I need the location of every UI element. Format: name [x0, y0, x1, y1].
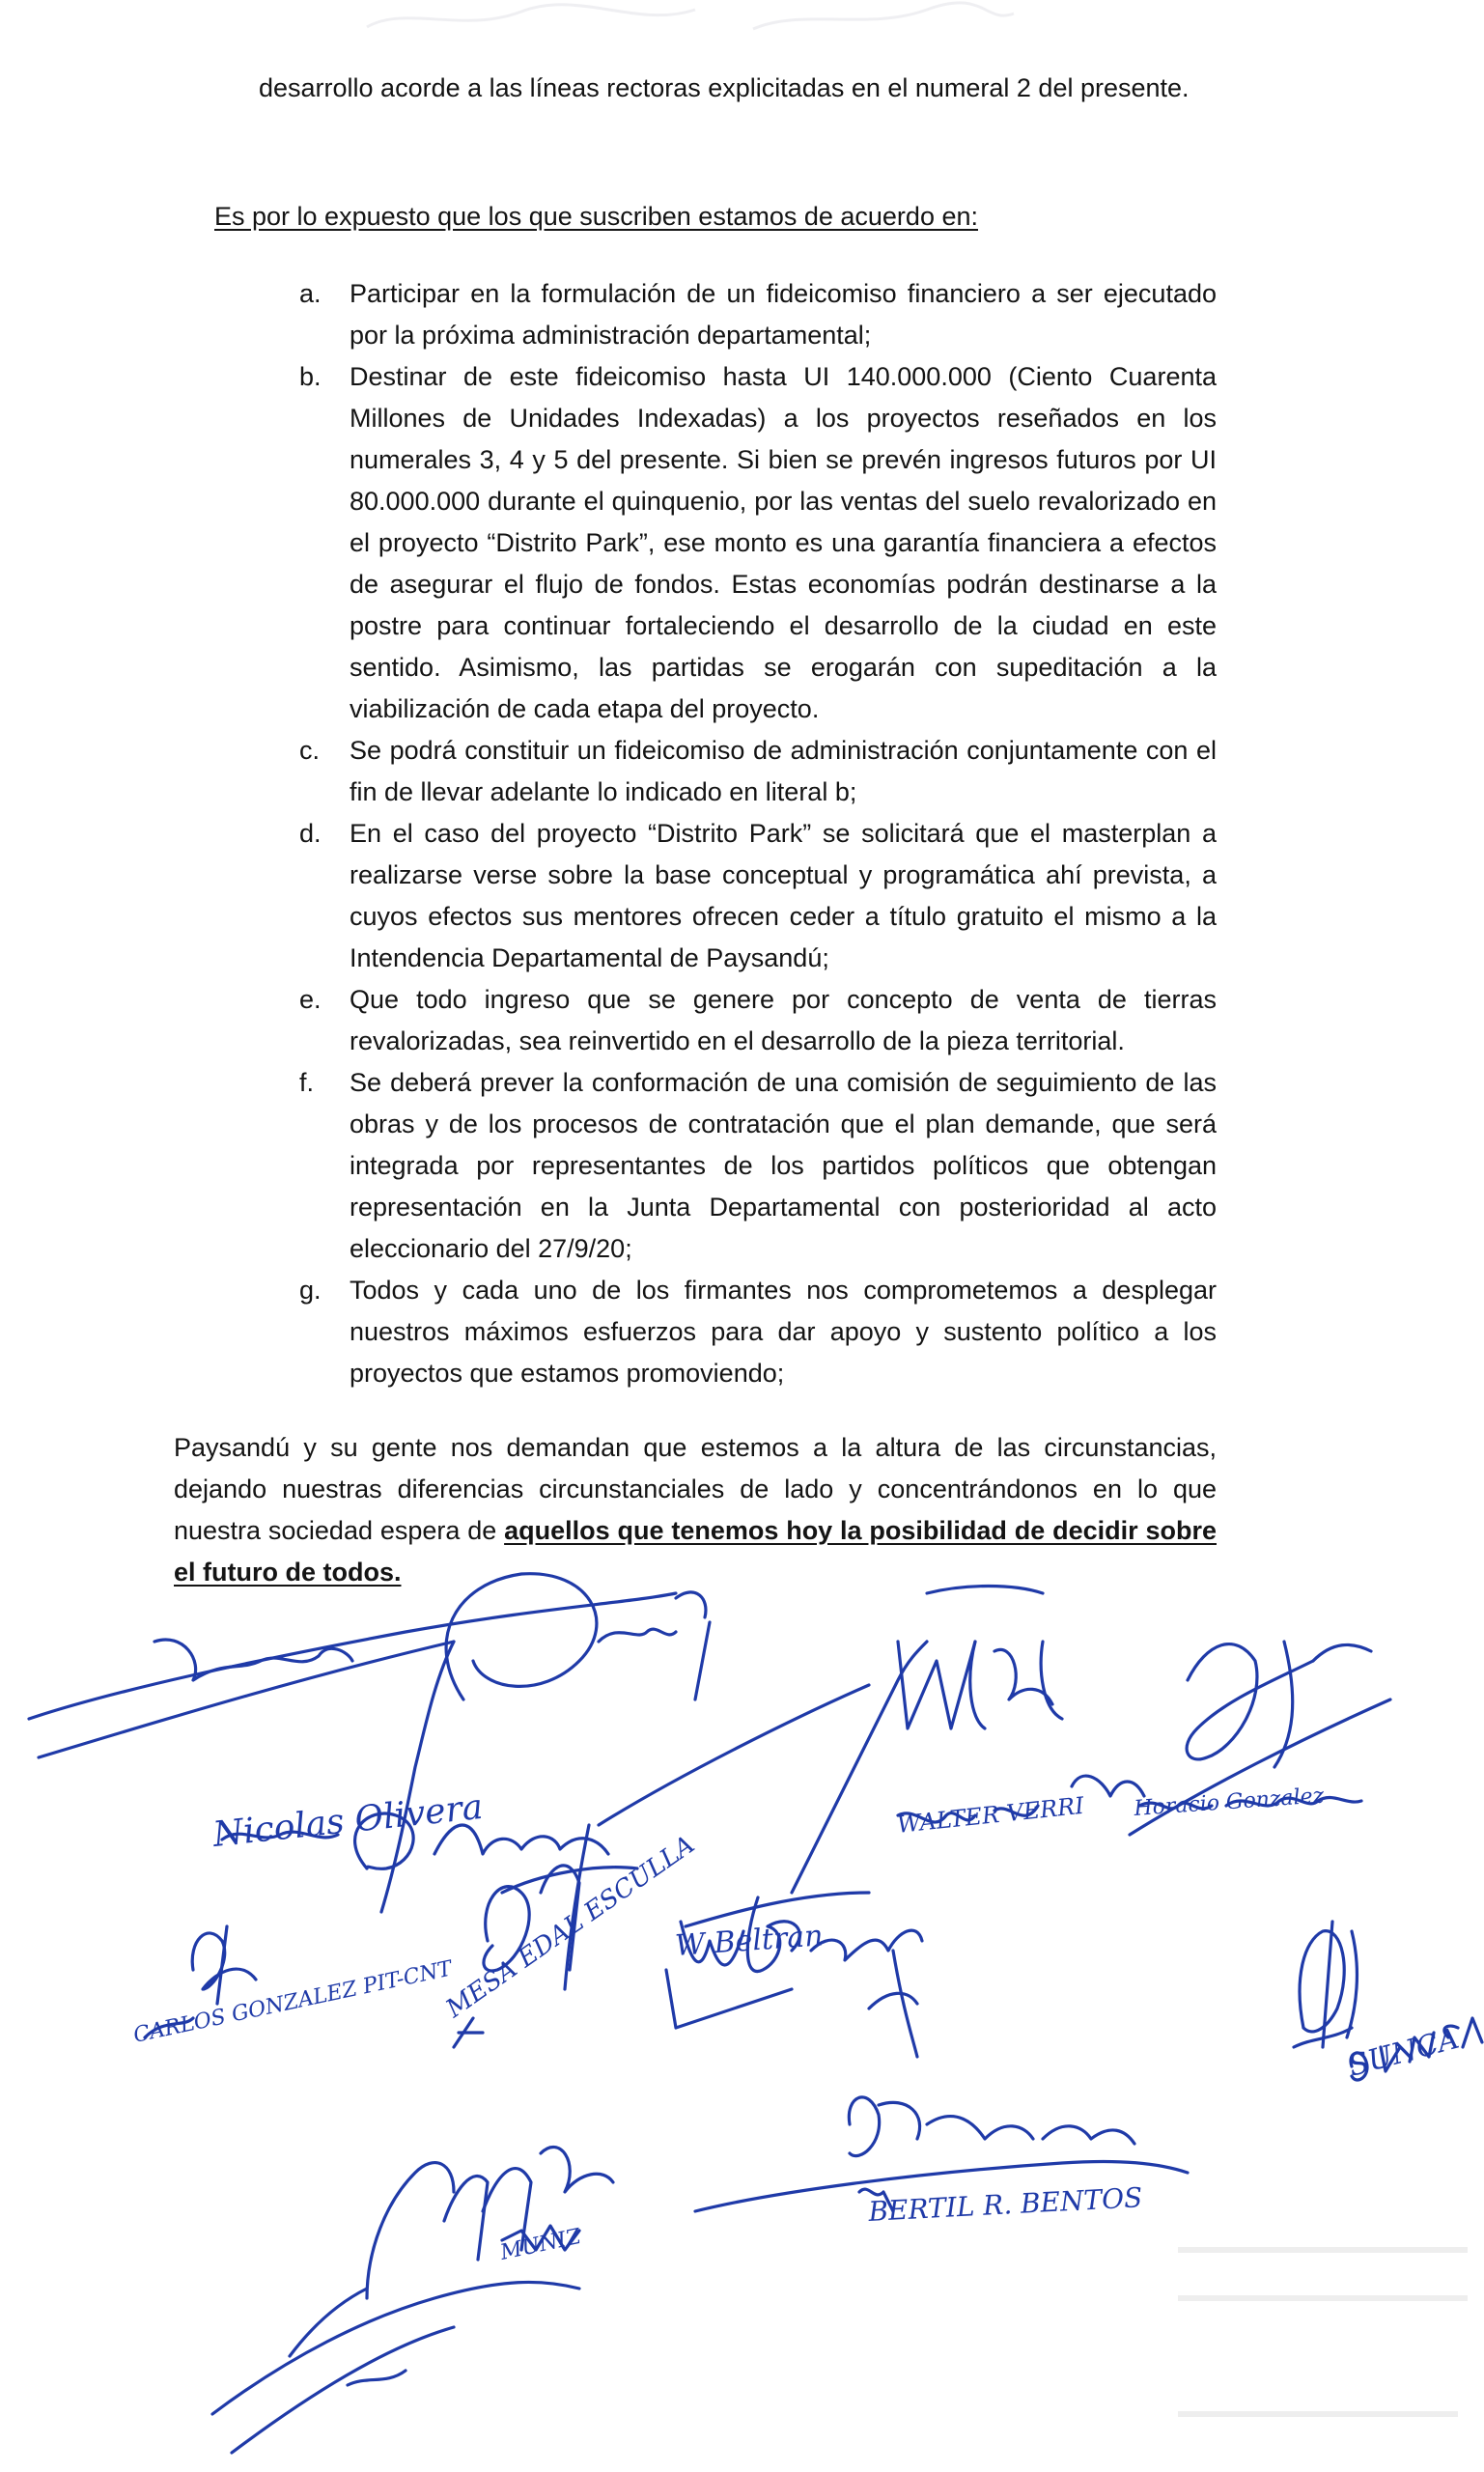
bleed-through-bottom — [1168, 2221, 1484, 2472]
item-text: Todos y cada uno de los firmantes nos comprometemos a desplegar nuestros máximos esfuerzos para dar apoyo y sustento político a los proyectos que estamos promoviendo; — [350, 1276, 1217, 1388]
item-text: Se podrá constituir un fideicomiso de administración conjuntamente con el fin de llevar adelante lo indicado en literal b; — [350, 736, 1217, 806]
signature-gonzalez — [145, 1926, 256, 2037]
item-text: En el caso del proyecto “Distrito Park” se solicitará que el masterplan a realizarse verse sobre la base conceptual y programática ahí prevista, a cuyos efectos sus mentores ofrecen ceder a título gratuito el mismo a la Intendencia Departamental de Paysandú; — [350, 819, 1217, 972]
sig-label-gonzalez: CARLOS GONZALEZ PIT-CNT — [131, 1956, 455, 2048]
sig-label-horacio: Horacio Gonzalez — [1133, 1784, 1325, 1821]
signature-central — [454, 1825, 869, 2047]
item-text: Destinar de este fideicomiso hasta UI 140.000.000 (Ciento Cuarenta Millones de Unidades Indexadas) a los proyectos reseñados en los numerales 3, 4 y 5 del presente. Si bien se prevén ingresos futuros por UI 80.000.000 durante el quinquenio, por las ventas del suelo revalorizado en el proyecto “Distrito Park”, ese monto es una garantía financiera a efectos de asegurar el flujo de fondos. Estas economías podrán destinarse a la postre para continuar fortaleciendo el desarrollo de la ciudad en este sentido. Asimismo, las partidas se erogarán con supeditación a la viabilización de cada etapa del proyecto. — [350, 362, 1217, 723]
item-letter: e. — [299, 985, 322, 1014]
item-text: Que todo ingreso que se genere por concepto de venta de tierras revalorizadas, sea reinvertido en el desarrollo de la pieza territorial. — [350, 985, 1217, 1055]
list-item-f — [299, 1062, 1217, 1270]
closing-emphasis: aquellos que tenemos hoy la posibilidad de decidir sobre el futuro de todos. — [174, 1516, 1217, 1587]
list-item-b — [299, 356, 1217, 730]
item-letter: c. — [299, 736, 321, 765]
list-item-g — [299, 1270, 1217, 1394]
signature-olivera — [29, 1574, 710, 1912]
list-item-d — [299, 813, 1217, 979]
item-letter: f. — [299, 1068, 315, 1097]
sig-label-muniz: MUNIZ — [498, 2224, 583, 2265]
bleed-through-top — [348, 0, 1023, 39]
intro-paragraph: desarrollo acorde a las líneas rectoras explicitadas en el numeral 2 del presente. — [259, 73, 1190, 102]
sig-label-olivera: Nicolas Olivera — [210, 1786, 486, 1855]
signature-bentos — [695, 2097, 1188, 2211]
list-item-e — [299, 979, 1217, 1062]
closing-text: Paysandú y su gente nos demandan que estemos a la altura de las circunstancias, dejando nuestras diferencias circunstanciales de lado y concentrándonos en lo que nuestra sociedad espera de — [174, 1433, 1217, 1545]
sig-label-sunca: SUNCA — [1345, 2021, 1463, 2084]
sig-label-bentos: BERTIL R. BENTOS — [867, 2181, 1144, 2228]
signature-w-beltran — [681, 1897, 922, 2057]
agreement-list — [299, 273, 1217, 1394]
signature-verri — [599, 1587, 1144, 1894]
agreement-heading: Es por lo expuesto que los que suscriben estamos de acuerdo en: — [214, 202, 978, 231]
item-text: Participar en la formulación de un fideicomiso financiero a ser ejecutado por la próxima administración departamental; — [350, 279, 1217, 350]
signature-muniz — [212, 2148, 613, 2453]
closing-paragraph — [174, 1427, 1217, 1593]
signature-horacio — [1130, 1642, 1390, 1835]
item-letter: b. — [299, 362, 322, 391]
item-letter: g. — [299, 1276, 322, 1305]
list-item-c — [299, 730, 1217, 813]
signature-olivera-name — [222, 1813, 608, 1868]
signature-sunca — [1294, 1922, 1482, 2080]
item-letter: d. — [299, 819, 322, 848]
list-item-a — [299, 273, 1217, 356]
sig-label-beltran: W Beltran — [674, 1919, 825, 1963]
item-text: Se deberá prever la conformación de una comisión de seguimiento de las obras y de los procesos de contratación que el plan demande, que será integrada por representantes de los partidos políticos que obtengan representación en la Junta Departamental con posterioridad al acto eleccionario del 27/9/20; — [350, 1068, 1217, 1263]
sig-label-mesa-edal: MESA EDAL ESCULLA — [440, 1830, 701, 2024]
item-letter: a. — [299, 279, 322, 308]
sig-label-verri: WALTER VERRI — [895, 1791, 1086, 1839]
